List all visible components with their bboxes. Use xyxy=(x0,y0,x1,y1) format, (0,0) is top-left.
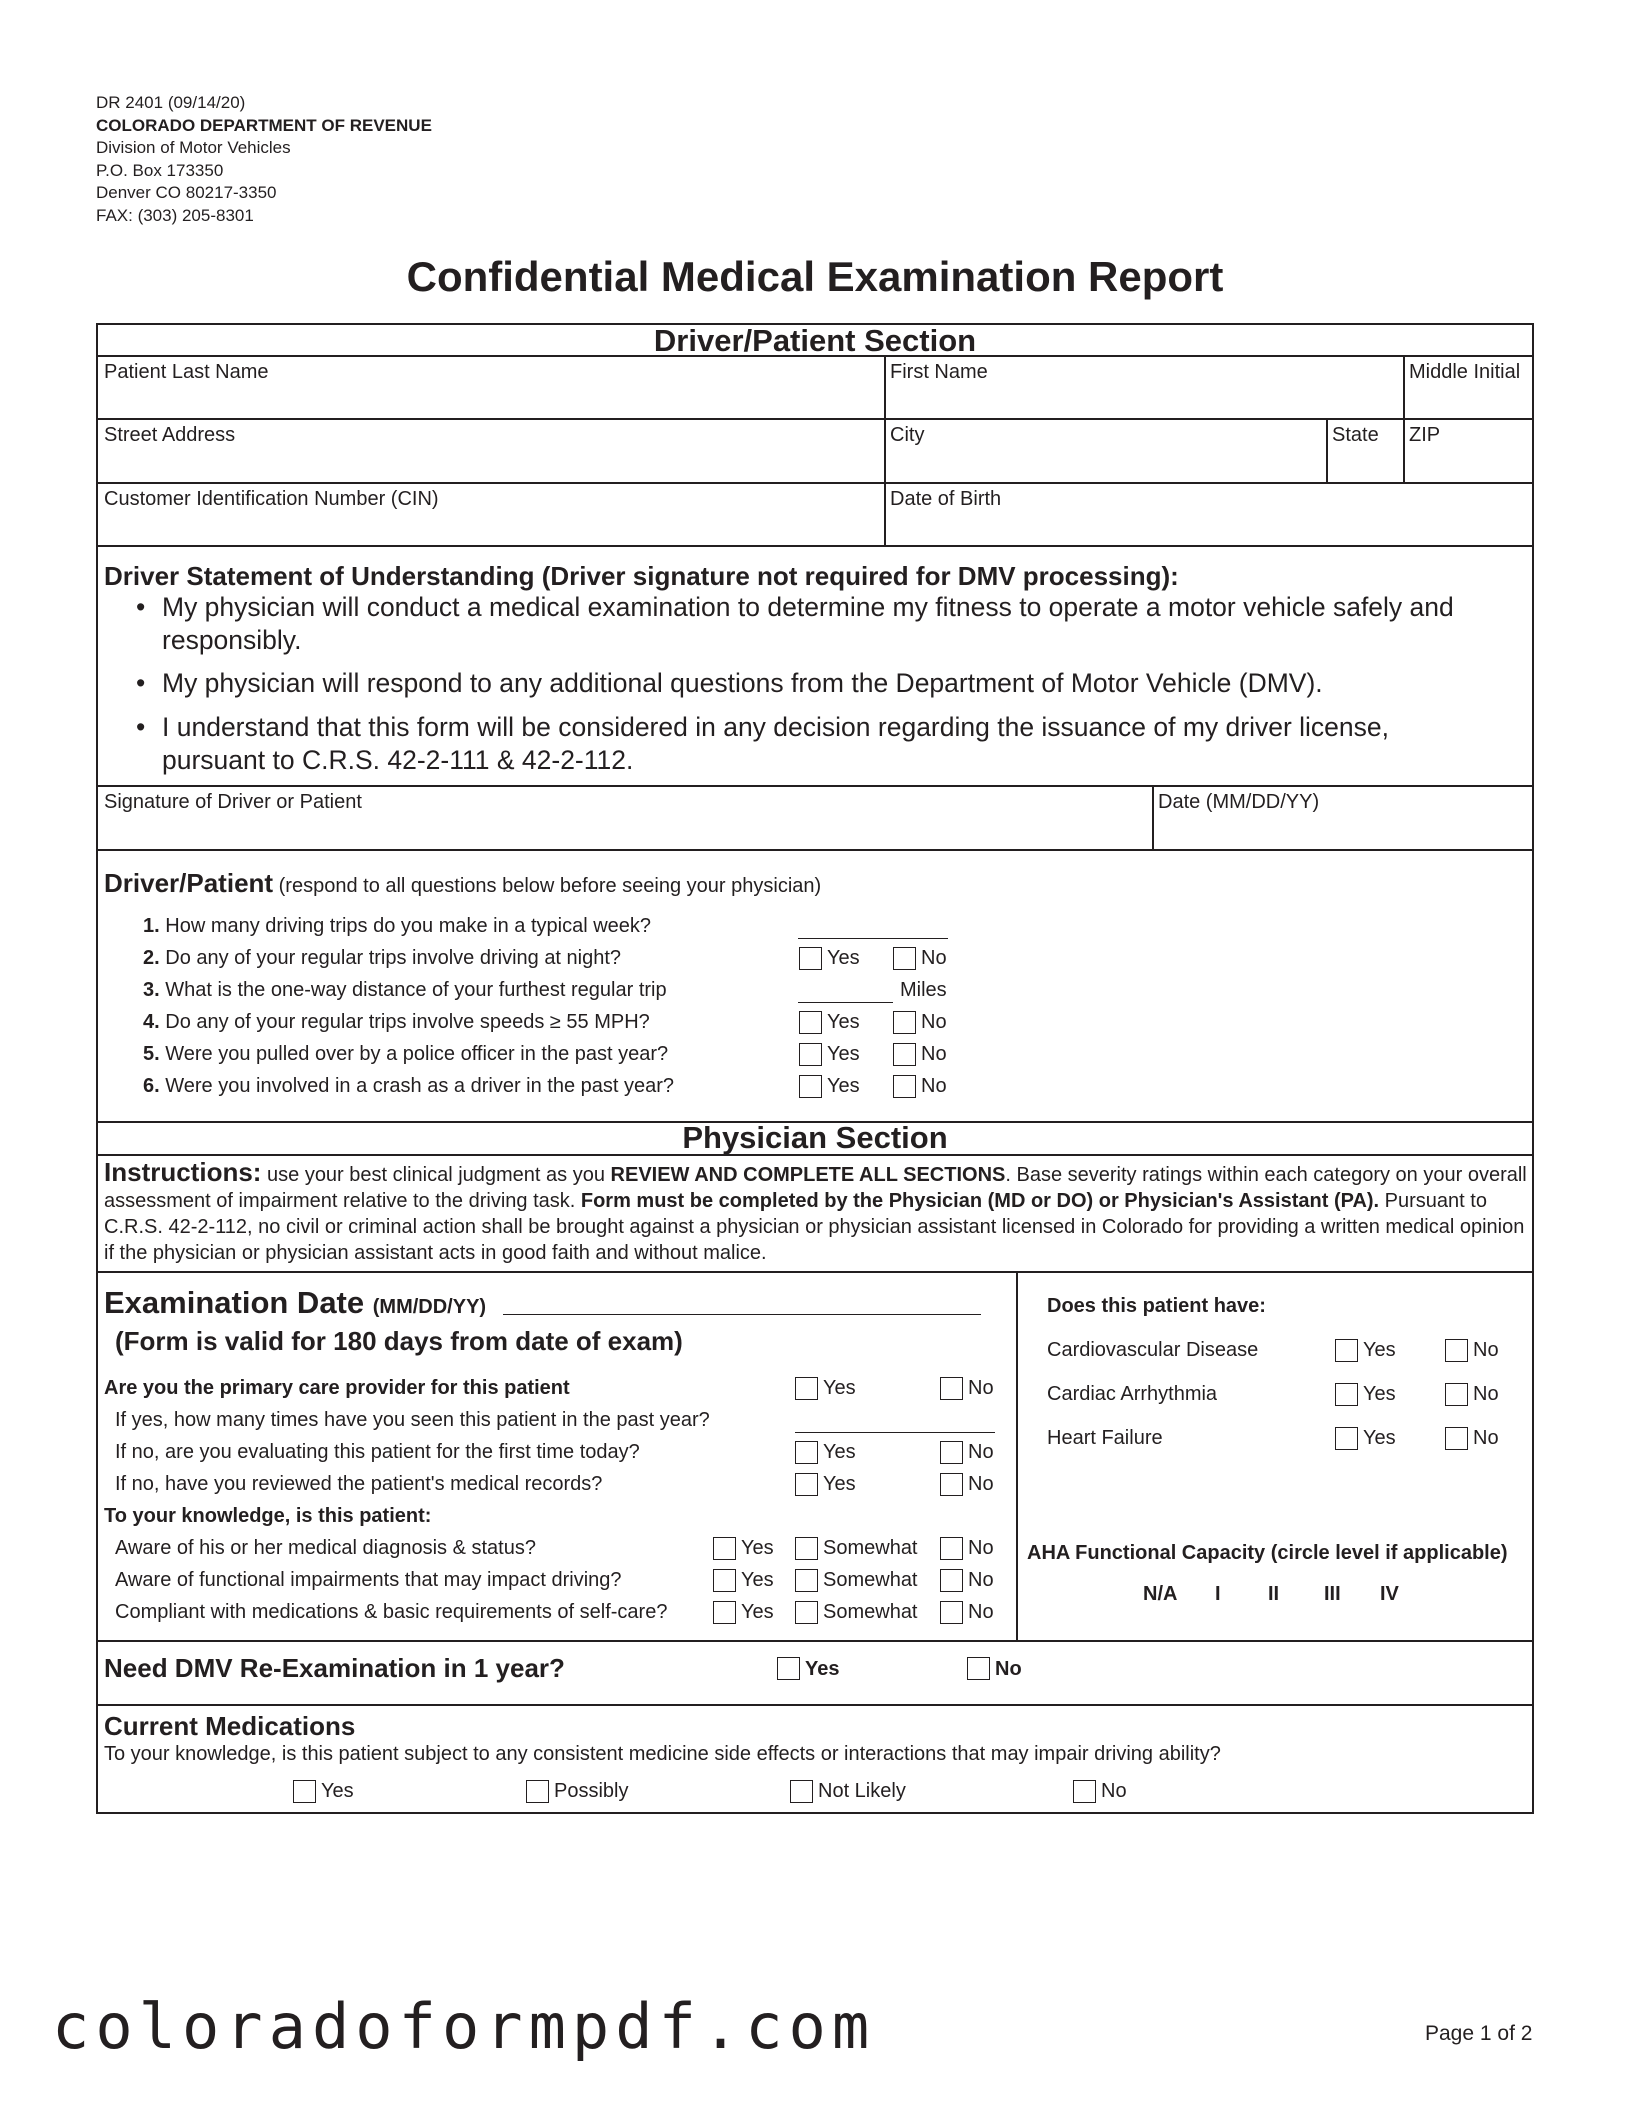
arrhythmia-no-checkbox[interactable] xyxy=(1445,1383,1468,1406)
aha-capacity-heading: AHA Functional Capacity (circle level if applicable) xyxy=(1027,1542,1508,1564)
no-label: No xyxy=(1473,1383,1499,1405)
no-label: No xyxy=(968,1601,994,1623)
question-3: 3. What is the one-way distance of your furthest regular trip xyxy=(143,979,667,1001)
high-speed-no-checkbox[interactable] xyxy=(893,1011,916,1034)
city-label: City xyxy=(890,424,925,446)
aware-impairments-somewhat-checkbox[interactable] xyxy=(795,1569,818,1592)
somewhat-label: Somewhat xyxy=(823,1569,918,1591)
trips-per-week-field[interactable] xyxy=(798,938,948,939)
reviewed-records-no-checkbox[interactable] xyxy=(940,1473,963,1496)
compliant-somewhat-checkbox[interactable] xyxy=(795,1601,818,1624)
primary-care-yes-checkbox[interactable] xyxy=(795,1377,818,1400)
street-address-label: Street Address xyxy=(104,424,236,446)
last-name-label: Patient Last Name xyxy=(104,361,269,383)
possibly-label: Possibly xyxy=(554,1780,629,1802)
aha-level-2[interactable]: II xyxy=(1268,1583,1280,1605)
question-6: 6. Were you involved in a crash as a driver in the past year? xyxy=(143,1075,675,1097)
yes-label: Yes xyxy=(827,1043,860,1065)
high-speed-yes-checkbox[interactable] xyxy=(799,1011,822,1034)
reexam-no-checkbox[interactable] xyxy=(967,1657,990,1680)
no-label: No xyxy=(968,1537,994,1559)
no-label: No xyxy=(968,1377,994,1399)
question-4: 4. Do any of your regular trips involve speeds ≥ 55 MPH? xyxy=(143,1011,650,1033)
medications-possibly-checkbox[interactable] xyxy=(526,1780,549,1803)
pulled-over-no-checkbox[interactable] xyxy=(893,1043,916,1066)
medications-heading: Current Medications xyxy=(104,1711,356,1741)
cin-label: Customer Identification Number (CIN) xyxy=(104,488,439,510)
primary-care-no-checkbox[interactable] xyxy=(940,1377,963,1400)
statement-bullet: • My physician will conduct a medical examination to determine my fitness to operate a motor vehicle safely and responsibly. xyxy=(136,592,1454,655)
statement-title: Driver Statement of Understanding (Driver signature not required for DMV processing): xyxy=(104,561,1179,591)
no-label: No xyxy=(1473,1427,1499,1449)
reviewed-records-question: If no, have you reviewed the patient's medical records? xyxy=(115,1473,603,1495)
no-label: No xyxy=(921,1011,947,1033)
page-title: Confidential Medical Examination Report xyxy=(406,253,1224,300)
medications-not-likely-checkbox[interactable] xyxy=(790,1780,813,1803)
first-time-question: If no, are you evaluating this patient for the first time today? xyxy=(115,1441,640,1463)
compliant-yes-checkbox[interactable] xyxy=(713,1601,736,1624)
no-label: No xyxy=(921,947,947,969)
exam-date-label: Examination Date (MM/DD/YY) xyxy=(104,1285,487,1320)
aware-impairments-yes-checkbox[interactable] xyxy=(713,1569,736,1592)
pulled-over-yes-checkbox[interactable] xyxy=(799,1043,822,1066)
first-time-yes-checkbox[interactable] xyxy=(795,1441,818,1464)
question-5: 5. Were you pulled over by a police officer in the past year? xyxy=(143,1043,669,1065)
site-watermark: coloradoformpdf.com xyxy=(52,1990,876,2063)
yes-label: Yes xyxy=(741,1537,774,1559)
yes-label: Yes xyxy=(1363,1339,1396,1361)
zip-label: ZIP xyxy=(1409,424,1441,446)
reexam-yes-checkbox[interactable] xyxy=(777,1657,800,1680)
aware-impairments-no-checkbox[interactable] xyxy=(940,1569,963,1592)
no-label: No xyxy=(921,1075,947,1097)
no-label: No xyxy=(968,1473,994,1495)
miles-label: Miles xyxy=(900,979,947,1001)
condition-cardiovascular: Cardiovascular Disease xyxy=(1047,1339,1259,1361)
questions-heading: Driver/Patient (respond to all questions below before seeing your physician) xyxy=(104,868,822,898)
condition-arrhythmia: Cardiac Arrhythmia xyxy=(1047,1383,1218,1405)
po-box: P.O. Box 173350 xyxy=(96,160,224,180)
no-label: No xyxy=(968,1569,994,1591)
aware-diagnosis-somewhat-checkbox[interactable] xyxy=(795,1537,818,1560)
first-time-no-checkbox[interactable] xyxy=(940,1441,963,1464)
aware-diagnosis-question: Aware of his or her medical diagnosis & status? xyxy=(115,1537,536,1559)
city-line: Denver CO 80217-3350 xyxy=(96,183,277,202)
medical-form xyxy=(96,323,1534,1814)
yes-label: Yes xyxy=(741,1601,774,1623)
yes-label: Yes xyxy=(823,1377,856,1399)
yes-label: Yes xyxy=(823,1441,856,1463)
aware-diagnosis-no-checkbox[interactable] xyxy=(940,1537,963,1560)
statement-bullet: • I understand that this form will be considered in any decision regarding the issuance of my driver license, pursuant to C.R.S. 42-2-111 & 42-2-112. xyxy=(136,712,1389,775)
no-label: No xyxy=(995,1658,1022,1680)
aware-diagnosis-yes-checkbox[interactable] xyxy=(713,1537,736,1560)
dob-label: Date of Birth xyxy=(890,488,1002,510)
agency-header xyxy=(96,92,432,227)
crash-no-checkbox[interactable] xyxy=(893,1075,916,1098)
somewhat-label: Somewhat xyxy=(823,1601,918,1623)
yes-label: Yes xyxy=(1363,1383,1396,1405)
physician-instructions: Instructions: use your best clinical judgment as you REVIEW AND COMPLETE ALL SECTIONS. Base severity ratings within each category on your overall assessment of impairment relative to the driving task. Form must be completed by the Physician (MD or DO) or Physician's Assistant (PA). Pursuant to C.R.S. 42-2-112, no civil or criminal action shall be brought against a physician or physician assistant licensed in Colorado for providing a written medical opinion if the physician or physician assistant acts in good faith and without malice. xyxy=(104,1157,1527,1264)
medications-no-checkbox[interactable] xyxy=(1073,1780,1096,1803)
signature-date-label: Date (MM/DD/YY) xyxy=(1158,791,1320,813)
times-seen-question: If yes, how many times have you seen this patient in the past year? xyxy=(115,1409,710,1431)
statement-bullet: • My physician will respond to any additional questions from the Department of Motor Vehicle (DMV). xyxy=(136,668,1323,698)
somewhat-label: Somewhat xyxy=(823,1537,918,1559)
state-label: State xyxy=(1332,424,1379,446)
does-patient-have-heading: Does this patient have: xyxy=(1047,1295,1266,1317)
not-likely-label: Not Likely xyxy=(818,1780,906,1802)
aware-impairments-question: Aware of functional impairments that may impact driving? xyxy=(115,1569,622,1591)
heart-failure-yes-checkbox[interactable] xyxy=(1335,1427,1358,1450)
no-label: No xyxy=(968,1441,994,1463)
cardiovascular-no-checkbox[interactable] xyxy=(1445,1339,1468,1362)
question-1: 1. How many driving trips do you make in a typical week? xyxy=(143,915,652,937)
first-name-label: First Name xyxy=(890,361,988,383)
signature-label: Signature of Driver or Patient xyxy=(104,791,362,813)
aha-level-1[interactable]: I xyxy=(1215,1583,1221,1605)
exam-date-field[interactable] xyxy=(503,1314,981,1315)
middle-initial-label: Middle Initial xyxy=(1409,361,1521,383)
cardiovascular-yes-checkbox[interactable] xyxy=(1335,1339,1358,1362)
heart-failure-no-checkbox[interactable] xyxy=(1445,1427,1468,1450)
physician-section-heading: Physician Section xyxy=(682,1120,948,1155)
yes-label: Yes xyxy=(823,1473,856,1495)
no-label: No xyxy=(921,1043,947,1065)
reviewed-records-yes-checkbox[interactable] xyxy=(795,1473,818,1496)
page-number: Page 1 of 2 xyxy=(1425,2022,1533,2045)
no-label: No xyxy=(1473,1339,1499,1361)
yes-label: Yes xyxy=(741,1569,774,1591)
division-name: Division of Motor Vehicles xyxy=(96,138,291,157)
medications-yes-checkbox[interactable] xyxy=(293,1780,316,1803)
arrhythmia-yes-checkbox[interactable] xyxy=(1335,1383,1358,1406)
yes-label: Yes xyxy=(827,947,860,969)
medications-question: To your knowledge, is this patient subject to any consistent medicine side effects or interactions that may impair driving ability? xyxy=(104,1743,1221,1765)
condition-heart-failure: Heart Failure xyxy=(1047,1427,1163,1449)
validity-note: (Form is valid for 180 days from date of exam) xyxy=(115,1326,683,1356)
question-2: 2. Do any of your regular trips involve driving at night? xyxy=(143,947,622,969)
department-name: COLORADO DEPARTMENT OF REVENUE xyxy=(96,115,432,135)
trip-distance-field[interactable] xyxy=(798,1002,893,1003)
reexam-question: Need DMV Re-Examination in 1 year? xyxy=(104,1653,565,1683)
yes-label: Yes xyxy=(827,1011,860,1033)
yes-label: Yes xyxy=(805,1658,840,1680)
knowledge-heading: To your knowledge, is this patient: xyxy=(104,1505,432,1527)
no-label: No xyxy=(1101,1780,1127,1802)
night-driving-yes-checkbox[interactable] xyxy=(799,947,822,970)
night-driving-no-checkbox[interactable] xyxy=(893,947,916,970)
fax-number: FAX: (303) 205-8301 xyxy=(96,205,254,225)
aha-level-3[interactable]: III xyxy=(1324,1583,1341,1605)
form-number: DR 2401 (09/14/20) xyxy=(96,93,246,112)
compliant-no-checkbox[interactable] xyxy=(940,1601,963,1624)
yes-label: Yes xyxy=(321,1780,354,1802)
yes-label: Yes xyxy=(1363,1427,1396,1449)
compliant-question: Compliant with medications & basic requirements of self-care? xyxy=(115,1601,668,1623)
times-seen-field[interactable] xyxy=(795,1432,995,1433)
crash-yes-checkbox[interactable] xyxy=(799,1075,822,1098)
aha-level-na[interactable]: N/A xyxy=(1143,1583,1178,1605)
aha-level-4[interactable]: IV xyxy=(1380,1583,1399,1605)
driver-section-heading: Driver/Patient Section xyxy=(653,323,977,358)
primary-care-question: Are you the primary care provider for this patient xyxy=(104,1377,570,1399)
yes-label: Yes xyxy=(827,1075,860,1097)
